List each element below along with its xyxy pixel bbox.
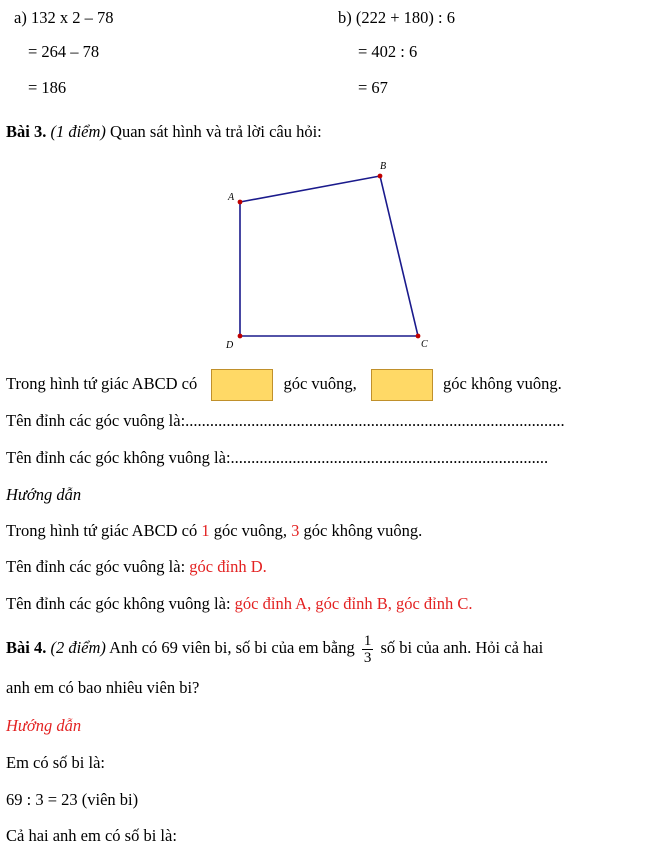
calc-a-line3: = 186 [28, 78, 67, 97]
a1-count-right: 1 [201, 521, 210, 540]
bai4-solution-2: 69 : 3 = 23 (viên bi) [6, 790, 139, 809]
vertex-c [416, 334, 421, 339]
calc-b-line3: = 67 [358, 78, 388, 97]
bai3-question-2: Tên đỉnh các góc vuông là:............................................................................................ [6, 411, 565, 430]
a3-prefix: Tên đỉnh các góc không vuông là: [6, 594, 235, 613]
bai3-points: (1 điểm) [50, 122, 106, 141]
a1-count-non-right: 3 [291, 521, 300, 540]
bai3-title: Quan sát hình và trả lời câu hỏi: [110, 122, 322, 141]
bai3-label: Bài 3. [6, 122, 47, 141]
vertex-a [238, 200, 243, 205]
bai4-text-line2: anh em có bao nhiêu viên bi? [6, 678, 200, 697]
bai3-guide-title: Hướng dẫn [6, 485, 82, 504]
bai4-text-prefix: Anh có 69 viên bi, số bi của em bằng [109, 638, 355, 657]
label-b: B [380, 161, 387, 172]
fraction-numerator: 1 [363, 632, 372, 649]
bai4-solution-3: Cả hai anh em có số bi là: [6, 826, 177, 845]
a1-prefix: Trong hình tứ giác ABCD có [6, 521, 202, 540]
calc-a-line1: a) 132 x 2 – 78 [14, 8, 114, 27]
a1-middle: góc vuông, [209, 521, 292, 540]
vertex-b [378, 174, 383, 179]
fraction-denominator: 3 [363, 649, 372, 666]
calc-b-line1: b) (222 + 180) : 6 [338, 8, 455, 27]
calc-a-line2: = 264 – 78 [28, 42, 100, 61]
q1-suffix: góc không vuông. [443, 374, 562, 393]
bai3-answer-3 [6, 594, 473, 614]
bai3-question-3: Tên đỉnh các góc không vuông là:............................................................................. [6, 448, 549, 467]
bai3-answer-1 [6, 521, 422, 541]
q1-middle: góc vuông, [283, 374, 357, 393]
quadrilateral-abcd [240, 176, 418, 336]
a2-prefix: Tên đỉnh các góc vuông là: [6, 557, 190, 576]
label-a: A [228, 192, 235, 203]
quadrilateral-figure [220, 158, 440, 353]
bai3-question-1 [6, 367, 562, 401]
answer-box-non-right-angles[interactable] [371, 369, 433, 401]
q1-prefix: Trong hình tứ giác ABCD có [6, 374, 198, 393]
fraction-one-third [362, 633, 374, 666]
bai3-heading [6, 122, 322, 142]
bai4-guide-title: Hướng dẫn [6, 716, 82, 735]
vertex-d [238, 334, 243, 339]
a2-answer: góc đỉnh D. [189, 557, 267, 576]
bai4-label: Bài 4. [6, 638, 47, 657]
bai3-answer-2 [6, 557, 267, 577]
a3-answer: góc đỉnh A, góc đỉnh B, góc đỉnh C. [234, 594, 473, 613]
bai4-points: (2 điểm) [50, 638, 106, 657]
label-c: C [421, 339, 428, 350]
answer-box-right-angles[interactable] [211, 369, 273, 401]
a1-suffix: góc không vuông. [299, 521, 423, 540]
bai4-heading [6, 630, 543, 666]
bai4-solution-1: Em có số bi là: [6, 753, 105, 772]
label-d: D [226, 340, 234, 351]
calc-b-line2: = 402 : 6 [358, 42, 418, 61]
bai4-text-suffix: số bi của anh. Hỏi cả hai [380, 638, 544, 657]
